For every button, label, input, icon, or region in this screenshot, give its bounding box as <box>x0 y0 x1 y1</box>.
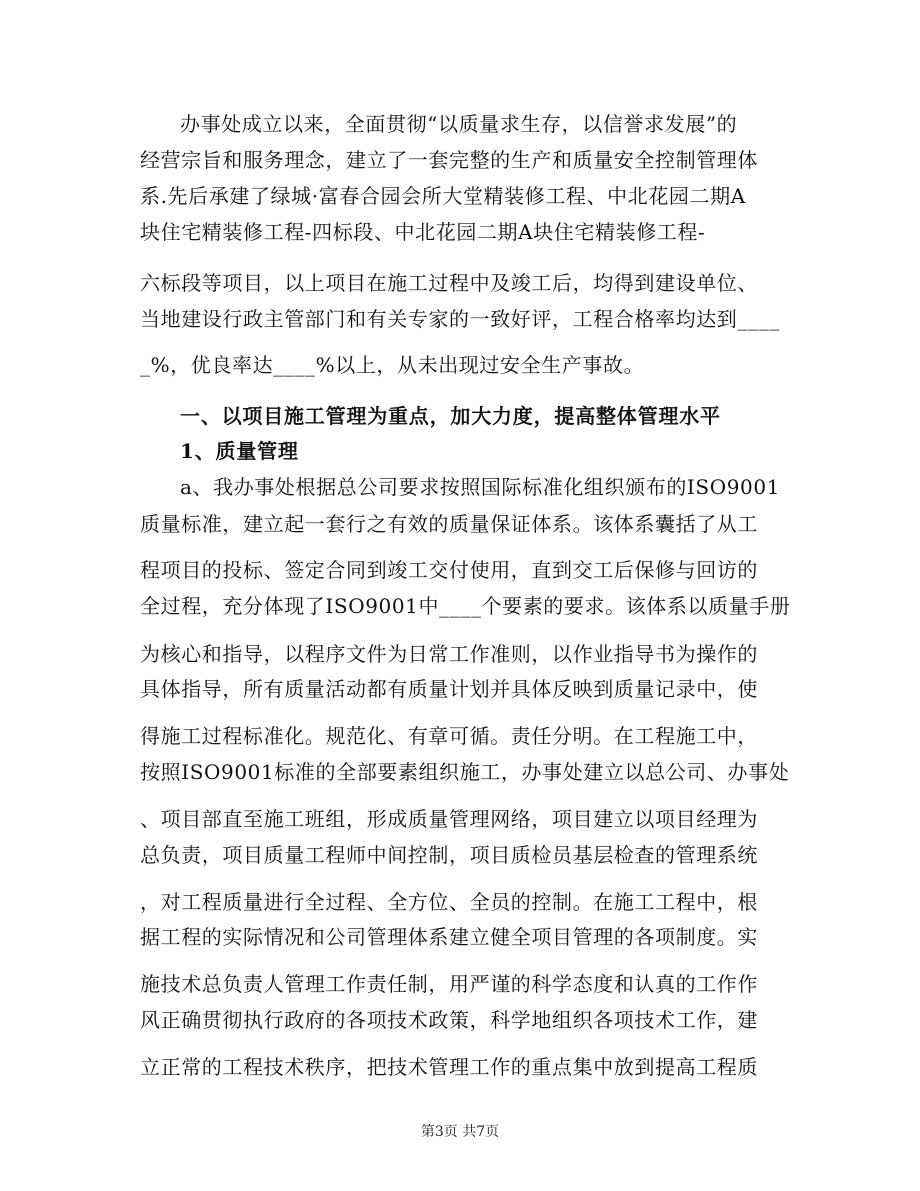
paragraph-2-line-15: 立正常的工程技术秩序，把技术管理工作的重点集中放到提高工程质 <box>140 1055 758 1079</box>
paragraph-1-line-3: 系.先后承建了绿城·富春合园会所大堂精装修工程、中北花园二期A <box>140 184 746 208</box>
paragraph-2-line-12: 据工程的实际情况和公司管理体系建立健全项目管理的各项制度。实 <box>140 925 758 949</box>
paragraph-2-line-1: a、我办事处根据总公司要求按照国际标准化组织颁布的ISO9001 <box>180 475 781 499</box>
paragraph-1-line-4: 块住宅精装修工程-四标段、中北花园二期A块住宅精装修工程- <box>140 220 706 244</box>
paragraph-1-line-6: 当地建设行政主管部门和有关专家的一致好评，工程合格率均达到____ <box>140 307 780 331</box>
paragraph-1-line-7: _%，优良率达____%以上，从未出现过安全生产事故。 <box>140 353 645 377</box>
paragraph-2-line-13: 施技术总负责人管理工作责任制，用严谨的科学态度和认真的工作作 <box>140 972 758 996</box>
paragraph-2-line-3: 程项目的投标、签定合同到竣工交付使用，直到交工后保修与回访的 <box>140 558 758 582</box>
paragraph-2-line-6: 具体指导，所有质量活动都有质量计划并具体反映到质量记录中，使 <box>140 677 758 701</box>
paragraph-2-line-10: 总负责，项目质量工程师中间控制，项目质检员基层检查的管理系统 <box>140 843 758 867</box>
paragraph-2-line-9: 、项目部直至施工班组，形成质量管理网络，项目建立以项目经理为 <box>140 807 758 831</box>
paragraph-2-line-8: 按照ISO9001标准的全部要素组织施工，办事处建立以总公司、办事处 <box>140 760 790 784</box>
paragraph-2-line-14: 风正确贯彻执行政府的各项技术政策，科学地组织各项技术工作，建 <box>140 1008 758 1032</box>
page-number-footer: 第3页 共7页 <box>420 1124 500 1140</box>
paragraph-2-line-11: ，对工程质量进行全过程、全方位、全员的控制。在施工工程中，根 <box>140 890 758 914</box>
paragraph-2-line-2: 质量标准，建立起一套行之有效的质量保证体系。该体系囊括了从工 <box>140 512 758 536</box>
paragraph-2-line-4: 全过程，充分体现了ISO9001中____个要素的要求。该体系以质量手册 <box>140 594 791 618</box>
paragraph-1-line-2: 经营宗旨和服务理念，建立了一套完整的生产和质量安全控制管理体 <box>140 148 758 172</box>
paragraph-1-line-5: 六标段等项目，以上项目在施工过程中及竣工后，均得到建设单位、 <box>140 271 758 295</box>
paragraph-2-line-7: 得施工过程标准化。规范化、有章可循。责任分明。在工程施工中， <box>140 724 758 748</box>
section-heading: 一、以项目施工管理为重点，加大力度，提高整体管理水平 <box>180 404 721 428</box>
paragraph-2-line-5: 为核心和指导，以程序文件为日常工作准则，以作业指导书为操作的 <box>140 642 758 666</box>
paragraph-1-line-1: 办事处成立以来，全面贯彻“以质量求生存，以信誉求发展”的 <box>180 112 738 136</box>
subsection-heading: 1、质量管理 <box>180 439 299 463</box>
